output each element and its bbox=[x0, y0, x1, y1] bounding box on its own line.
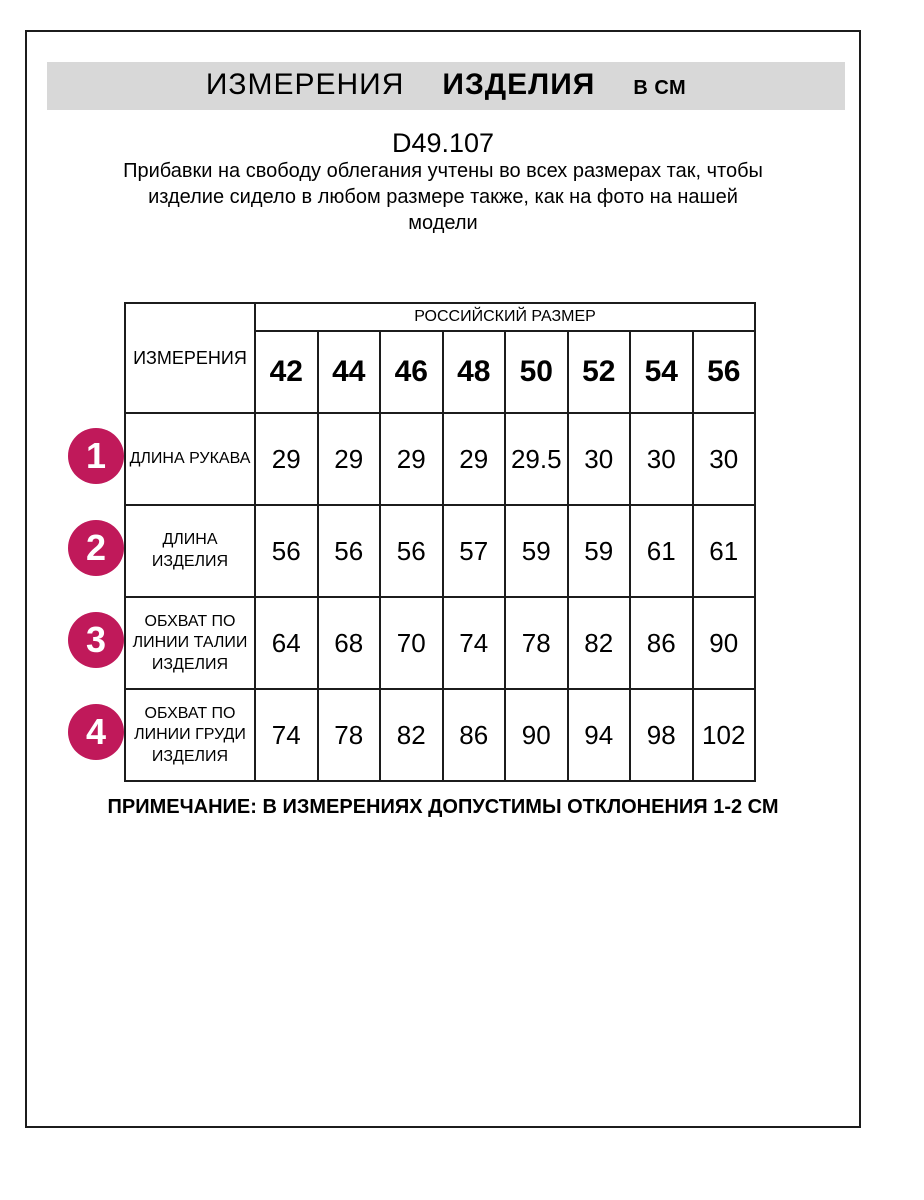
measurement-value: 29 bbox=[443, 413, 506, 505]
measurement-value: 90 bbox=[693, 597, 756, 689]
measurement-value: 74 bbox=[255, 689, 318, 781]
measurement-row bbox=[125, 689, 755, 781]
measurement-value: 82 bbox=[380, 689, 443, 781]
measurement-value: 56 bbox=[255, 505, 318, 597]
measurement-value: 98 bbox=[630, 689, 693, 781]
measurement-value: 61 bbox=[693, 505, 756, 597]
measurement-value: 78 bbox=[505, 597, 568, 689]
size-column-header: 56 bbox=[693, 331, 756, 413]
measurement-value: 30 bbox=[630, 413, 693, 505]
size-table-body bbox=[125, 413, 755, 781]
measurement-row bbox=[125, 413, 755, 505]
page-title-bar bbox=[47, 62, 845, 110]
measurements-column-header: ИЗМЕРЕНИЯ bbox=[125, 303, 255, 413]
title-measurements: ИЗМЕРЕНИЯ bbox=[205, 68, 405, 101]
measurement-row bbox=[125, 597, 755, 689]
measurement-value: 57 bbox=[443, 505, 506, 597]
measurement-value: 82 bbox=[568, 597, 631, 689]
measurement-value: 94 bbox=[568, 689, 631, 781]
measurement-value: 64 bbox=[255, 597, 318, 689]
measurement-value: 90 bbox=[505, 689, 568, 781]
measurement-value: 30 bbox=[568, 413, 631, 505]
article-code: D49.107 bbox=[391, 128, 495, 158]
measurement-value: 102 bbox=[693, 689, 756, 781]
measurement-value: 70 bbox=[380, 597, 443, 689]
measurement-value: 59 bbox=[505, 505, 568, 597]
measurement-value: 29 bbox=[380, 413, 443, 505]
measurement-value: 29.5 bbox=[505, 413, 568, 505]
measurement-value: 30 bbox=[693, 413, 756, 505]
measurement-value: 68 bbox=[318, 597, 381, 689]
measurement-value: 59 bbox=[568, 505, 631, 597]
size-column-header: 54 bbox=[630, 331, 693, 413]
measurement-value: 29 bbox=[255, 413, 318, 505]
group-header-row bbox=[125, 303, 755, 331]
measurement-value: 29 bbox=[318, 413, 381, 505]
row-number-badge-4: 4 bbox=[68, 704, 124, 760]
measurement-value: 78 bbox=[318, 689, 381, 781]
size-column-header: 52 bbox=[568, 331, 631, 413]
measurement-value: 74 bbox=[443, 597, 506, 689]
size-column-header: 50 bbox=[505, 331, 568, 413]
size-column-header: 44 bbox=[318, 331, 381, 413]
measurement-value: 56 bbox=[318, 505, 381, 597]
size-column-header: 48 bbox=[443, 331, 506, 413]
russian-size-header: РОССИЙСКИЙ РАЗМЕР bbox=[255, 303, 755, 331]
measurement-value: 61 bbox=[630, 505, 693, 597]
measurement-value: 86 bbox=[443, 689, 506, 781]
measurement-label: ОБХВАТ ПО ЛИНИИ ТАЛИИ ИЗДЕЛИЯ bbox=[125, 597, 255, 689]
measurement-value: 86 bbox=[630, 597, 693, 689]
row-number-badge-2: 2 bbox=[68, 520, 124, 576]
fit-description: Прибавки на свободу облегания учтены во всех размерах так, чтобы изделие сидело в любом размере также, как на фото на нашей модели bbox=[123, 160, 763, 234]
size-column-header: 46 bbox=[380, 331, 443, 413]
size-column-header: 42 bbox=[255, 331, 318, 413]
measurement-row bbox=[125, 505, 755, 597]
tolerance-note: ПРИМЕЧАНИЕ: В ИЗМЕРЕНИЯХ ДОПУСТИМЫ ОТКЛОНЕНИЯ 1-2 СМ bbox=[107, 796, 779, 818]
measurement-label: ОБХВАТ ПО ЛИНИИ ГРУДИ ИЗДЕЛИЯ bbox=[125, 689, 255, 781]
row-number-badge-1: 1 bbox=[68, 428, 124, 484]
measurement-label: ДЛИНА ИЗДЕЛИЯ bbox=[125, 505, 255, 597]
size-table-head bbox=[125, 303, 755, 413]
measurement-label: ДЛИНА РУКАВА bbox=[125, 413, 255, 505]
size-table bbox=[124, 302, 756, 782]
title-units: В СМ bbox=[633, 77, 687, 99]
measurement-value: 56 bbox=[380, 505, 443, 597]
title-product: ИЗДЕЛИЯ bbox=[442, 68, 596, 101]
row-number-badge-3: 3 bbox=[68, 612, 124, 668]
